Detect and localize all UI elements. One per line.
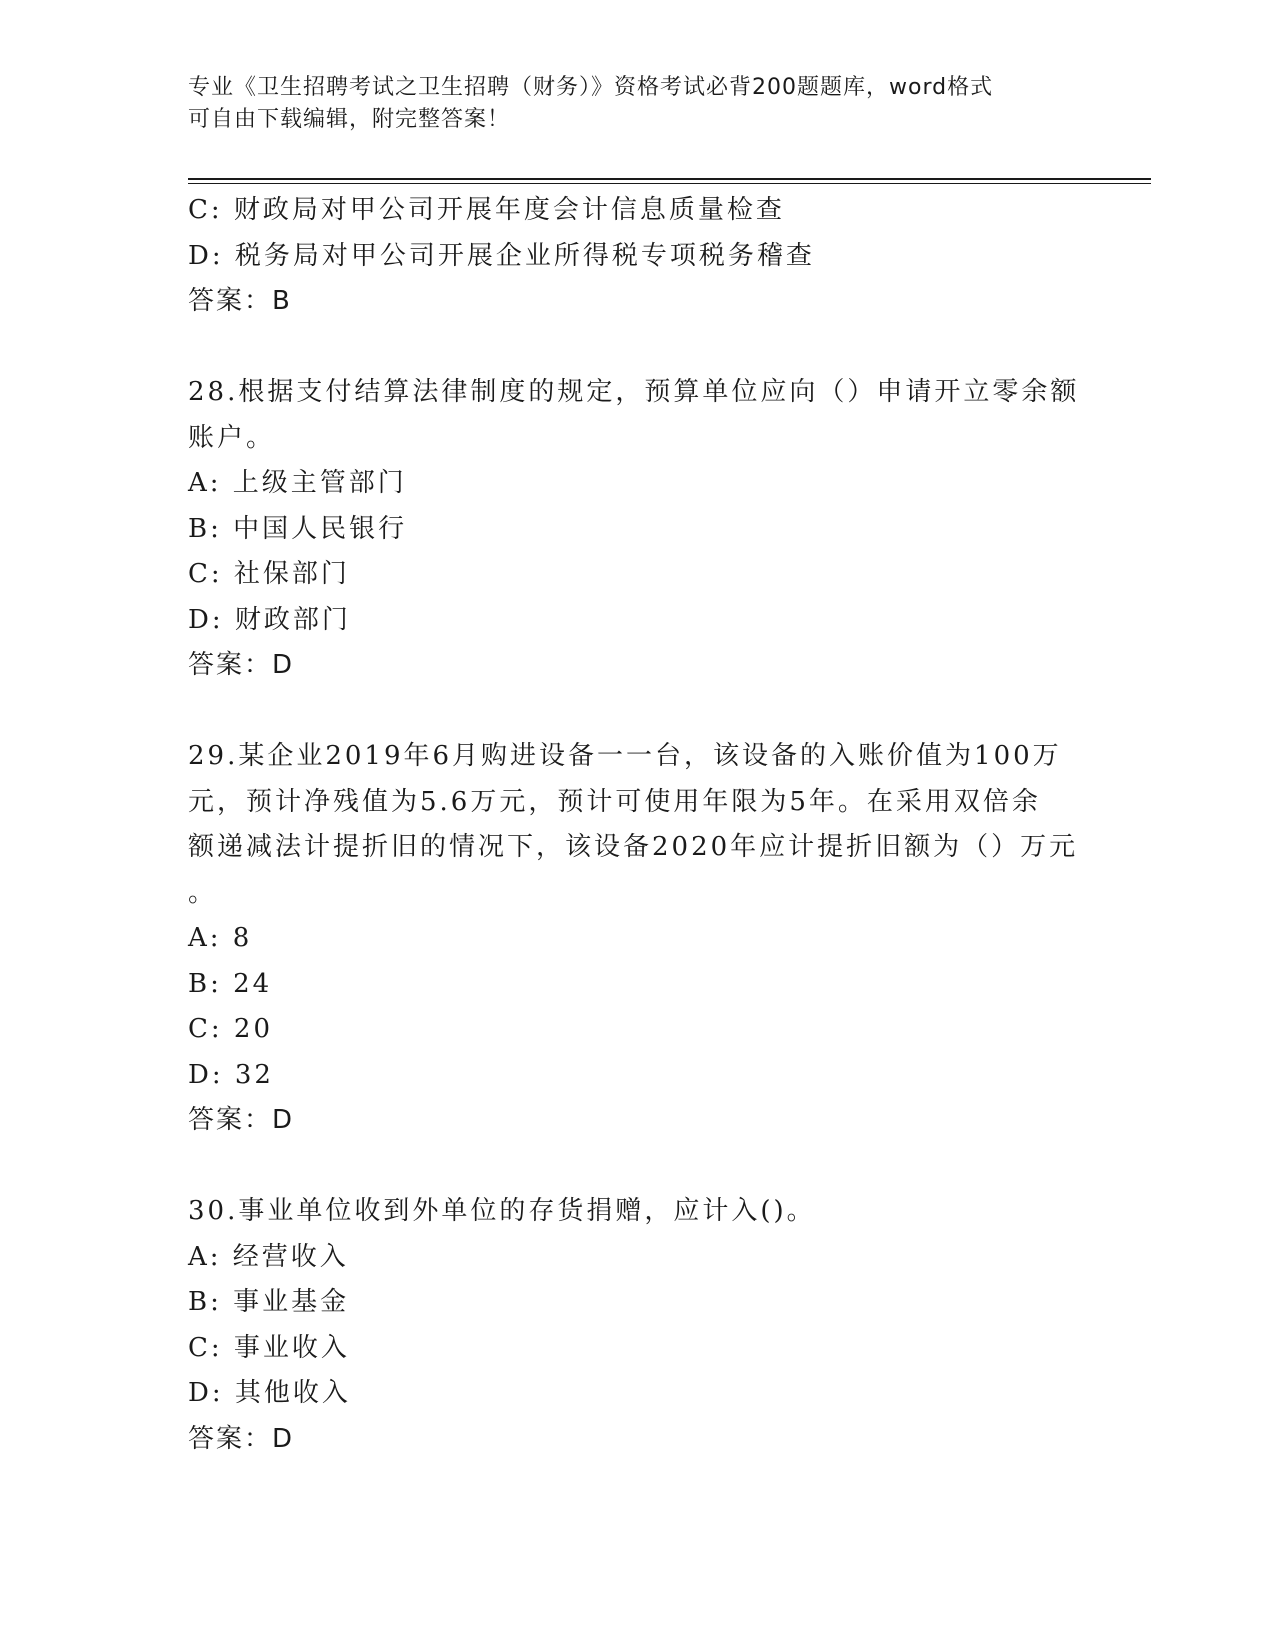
option-a: A: 上级主管部门 <box>188 468 407 498</box>
question-28 <box>188 370 1088 689</box>
question-stem: 。 <box>188 877 218 908</box>
option-c: C: 事业收入 <box>188 1332 350 1363</box>
question-30 <box>188 1189 1088 1462</box>
question-stem: 账户。 <box>188 422 276 453</box>
option-c: C: 社保部门 <box>188 559 350 589</box>
question-stem: 29.某企业2019年6月购进设备一一台，该设备的入账价值为100万 <box>188 741 1062 771</box>
question-29 <box>188 734 1088 1144</box>
option-d: D: 其他收入 <box>188 1378 351 1408</box>
option-c: C: 20 <box>188 1014 274 1044</box>
question-stem: 额递减法计提折旧的情况下，该设备2020年应计提折旧额为（）万元 <box>188 832 1079 862</box>
header-divider-thin <box>188 183 1151 184</box>
answer: 答案：B <box>188 286 292 316</box>
option-d: D: 财政部门 <box>188 604 351 635</box>
option-a: A: 经营收入 <box>188 1241 349 1272</box>
option-a: A: 8 <box>188 923 253 953</box>
answer: 答案：D <box>188 1105 295 1135</box>
header-divider-thick <box>188 178 1151 180</box>
question-stem: 28.根据支付结算法律制度的规定，预算单位应向（）申请开立零余额 <box>188 377 1080 407</box>
option-d: D: 32 <box>188 1059 274 1090</box>
question-27-tail <box>188 188 1088 325</box>
option-b: B: 中国人民银行 <box>188 513 408 544</box>
spacer <box>188 325 1088 371</box>
question-stem: 30.事业单位收到外单位的存货捐赠，应计入()。 <box>188 1196 816 1226</box>
document-header <box>188 72 1088 136</box>
option-b: B: 事业基金 <box>188 1287 350 1317</box>
header-line-1: 专业《卫生招聘考试之卫生招聘（财务）》资格考试必背200题题库，word格式 <box>188 75 994 100</box>
option-b: B: 24 <box>188 968 273 999</box>
spacer <box>188 1144 1088 1190</box>
answer: 答案：D <box>188 650 295 680</box>
question-stem: 元，预计净残值为5.6万元，预计可使用年限为5年。在采用双倍余 <box>188 786 1041 817</box>
option-c: C: 财政局对甲公司开展年度会计信息质量检查 <box>188 195 785 225</box>
option-d: D: 税务局对甲公司开展企业所得税专项税务稽查 <box>188 240 815 271</box>
question-list <box>188 188 1088 1462</box>
answer: 答案：D <box>188 1423 295 1454</box>
header-line-2: 可自由下载编辑，附完整答案！ <box>188 107 511 132</box>
spacer <box>188 689 1088 735</box>
